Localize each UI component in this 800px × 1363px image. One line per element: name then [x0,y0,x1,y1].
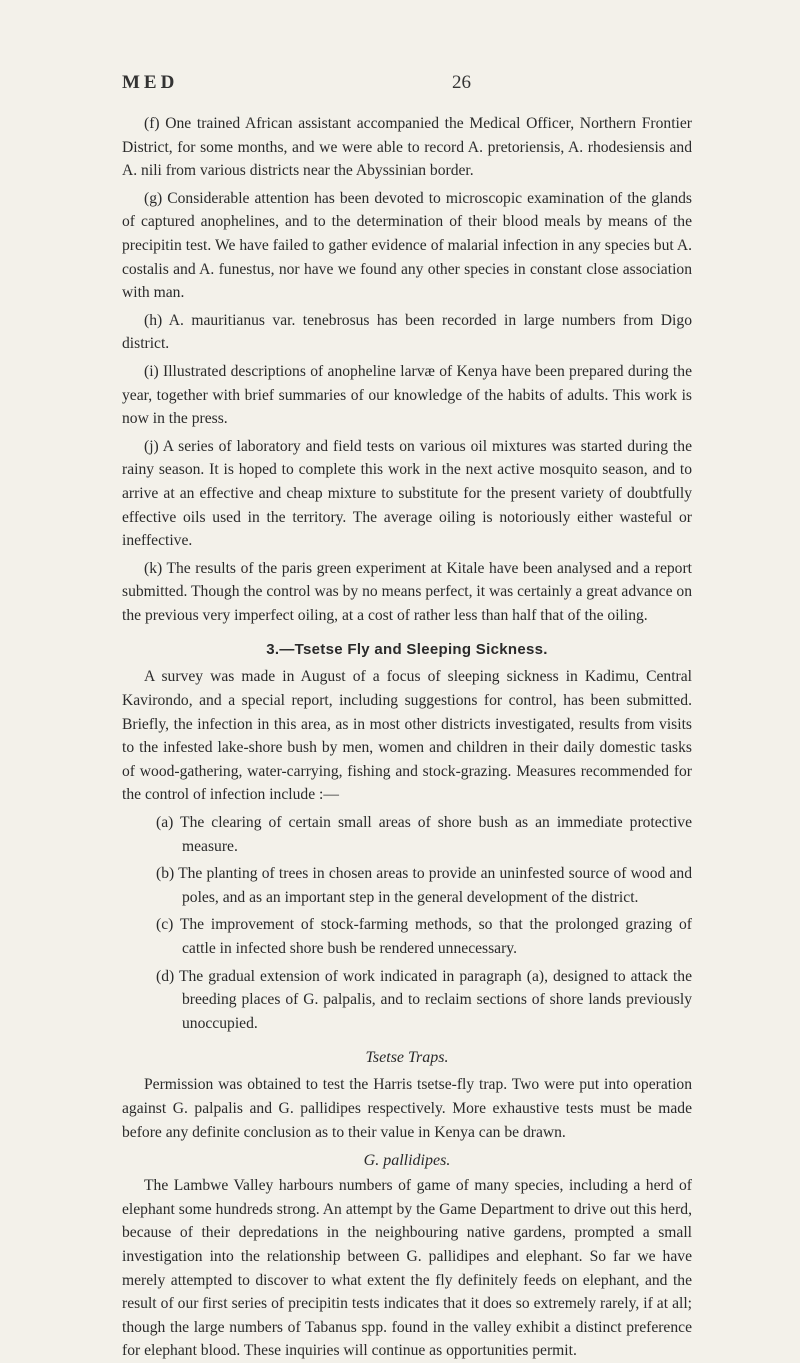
paragraph-tsetse-traps: Permission was obtained to test the Harris tsetse-fly trap. Two were put into operation against G. palpalis and G. pallidipes respectively. More exhaustive tests must be made before any definite conclusion as to their value in Kenya can be drawn. [122,1076,692,1141]
list-item-d: (d) The gradual extension of work indicated in paragraph (a), designed to attack the breeding places of G. palpalis, and to reclaim sections of shore lands previously unoccupied. [156,967,692,1032]
paragraph-h: (h) A. mauritianus var. tenebrosus has been recorded in large numbers from Digo district. [122,311,692,353]
paragraph-j: (j) A series of laboratory and field tests on various oil mixtures was started during the rainy season. It is hoped to complete this work in the next active mosquito season, and to arrive at an effective and cheap mixture to substitute for the present variety of doubtfully effective oils used in the territory. The average oiling is notoriously either wasteful or ineffective. [122,437,692,550]
subheading-tsetse-traps: Tsetse Traps. [365,1049,449,1067]
subheading-pallidipes: G. pallidipes. [363,1152,451,1170]
list-item-a: (a) The clearing of certain small areas of shore bush as an immediate protective measure. [156,814,692,855]
paragraph-pallidipes: The Lambwe Valley harbours numbers of game of many species, including a herd of elephant some hundreds strong. An attempt by the Game Department to drive out this herd, because of their depredations in the neighbouring native gardens, prompted a small investigation into the relationship between G. pallidipes and elephant. So far we have merely attempted to discover to what extent the fly definitely feeds on elephant, and the result of our first series of precipitin tests indicates that it does so extremely rarely, if at all; though the large numbers of Tabanus spp. found in the valley exhibit a distinct preference for elephant blood. These inquiries will continue as opportunities permit. [122,1177,692,1360]
paragraph-k: (k) The results of the paris green experiment at Kitale have been analysed and a report submitted. Though the control was by no means perfect, it was certainly a great advance on the previous very imperfect oiling, at a cost of rather less than half that of the oiling. [122,559,693,624]
paragraph-i: (i) Illustrated descriptions of anopheline larvæ of Kenya have been prepared during the year, together with brief summaries of our knowledge of the habits of adults. This work is now in the press. [122,362,692,428]
page-body [122,112,692,1363]
running-header: MED [122,72,179,93]
list-item-b: (b) The planting of trees in chosen areas to provide an uninfested source of wood and poles, and as an important step in the general development of the district. [156,865,692,906]
section-heading-tsetse: 3.—Tsetse Fly and Sleeping Sickness. [266,641,548,659]
list-item-c: (c) The improvement of stock-farming methods, so that the prolonged grazing of cattle in infected shore bush be rendered unnecessary. [156,916,692,957]
paragraph-f: (f) One trained African assistant accompanied the Medical Officer, Northern Frontier District, for some months, and we were able to record A. pretoriensis, A. rhodesiensis and A. nili from various districts near the Abyssinian border. [122,115,692,180]
measures-list [145,811,692,1035]
section-intro: A survey was made in August of a focus of sleeping sickness in Kadimu, Central Kavirondo, and a special report, including suggestions for control, has been submitted. Briefly, the infection in this area, as in most other districts investigated, results from visits to the infested lake-shore bush by men, women and children in their daily domestic tasks of wood-gathering, water-carrying, fishing and stock-grazing. Measures recommended for the control of infection include :— [122,668,692,804]
paragraph-g: (g) Considerable attention has been devoted to microscopic examination of the glands of captured anophelines, and to the determination of their blood meals by means of the precipitin test. We have failed to gather evidence of malarial infection in any species but A. costalis and A. funestus, nor have we found any other species in constant close association with man. [122,189,692,302]
page-number: 26 [452,72,471,93]
